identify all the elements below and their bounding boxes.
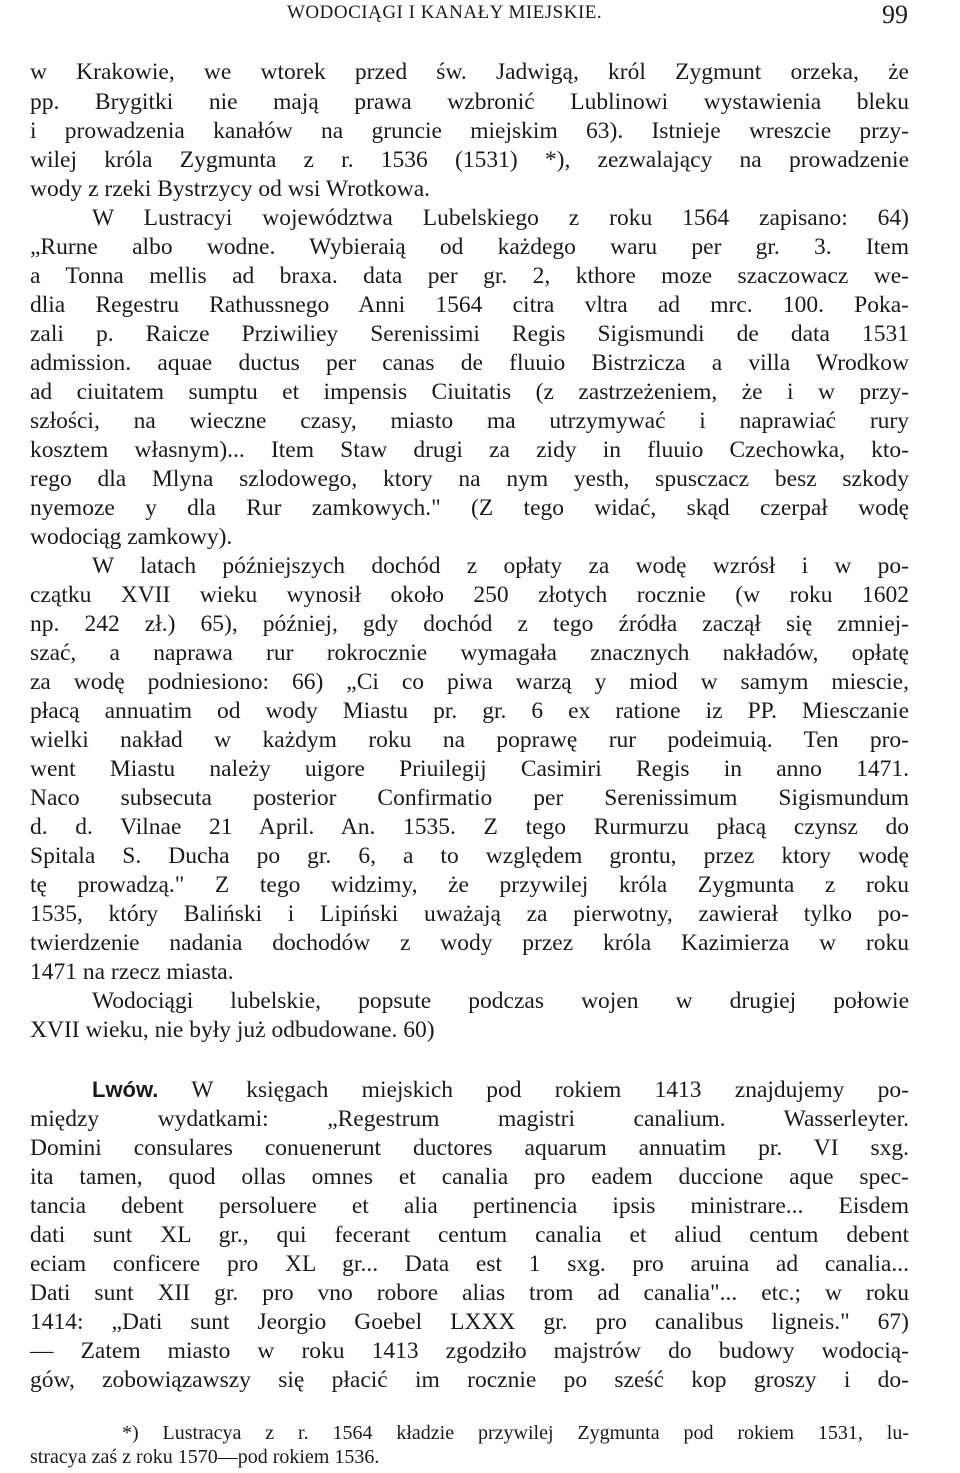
text-line: Dati sunt XII gr. pro vno robore alias trom ad canalia"... etc.; w roku bbox=[30, 1280, 909, 1306]
text-line: ita tamen, quod ollas omnes et canalia pro eadem duccione aque spec- bbox=[30, 1164, 909, 1190]
text-line: szłości, na wieczne czasy, miasto ma utrzymywać i naprawiać rury bbox=[30, 408, 909, 434]
section-label-lwow: Lwów. bbox=[92, 1077, 159, 1102]
text-line: płacą annuatim od wody Miastu pr. gr. 6 ex ratione iz PP. Miesczanie bbox=[30, 698, 909, 724]
text-line: wodociąg zamkowy). bbox=[30, 524, 233, 550]
text-span: W księgach miejskich pod rokiem 1413 znajdujemy po- bbox=[191, 1077, 909, 1103]
text-line: zali p. Raicze Prziwiliey Serenissimi Regis Sigismundi de data 1531 bbox=[30, 321, 909, 347]
text-line: 1414: „Dati sunt Jeorgio Goebel LXXX gr. pro canalibus ligneis." 67) bbox=[30, 1309, 909, 1335]
text-line: W latach późniejszych dochód z opłaty za wodę wzrósł i w po- bbox=[92, 553, 909, 579]
text-line: np. 242 zł.) 65), później, gdy dochód z tego źródła zaczął się zmniej- bbox=[30, 611, 909, 637]
text-line: Domini consulares conuenerunt ductores aquarum annuatim pr. VI sxg. bbox=[30, 1135, 909, 1161]
text-line: admission. aquae ductus per canas de fluuio Bistrzicza a villa Wrodkow bbox=[30, 350, 909, 376]
text-line: Wodociągi lubelskie, popsute podczas wojen w drugiej połowie bbox=[92, 988, 909, 1014]
text-line: między wydatkami: „Regestrum magistri canalium. Wasserleyter. bbox=[30, 1106, 909, 1132]
text-line: twierdzenie nadania dochodów z wody przez króla Kazimierza w roku bbox=[30, 930, 909, 956]
text-line: Spitala S. Ducha po gr. 6, a to względem grontu, przez ktory wodę bbox=[30, 843, 909, 869]
text-line: i prowadzenia kanałów na gruncie miejskim 63). Istnieje wreszcie przy- bbox=[30, 118, 909, 144]
text-line: W Lustracyi województwa Lubelskiego z roku 1564 zapisano: 64) bbox=[92, 205, 909, 231]
page-number: 99 bbox=[882, 0, 908, 29]
text-line: rego dla Mlyna szlodowego, ktory na nym yesth, spusczacz besz szkody bbox=[30, 466, 909, 492]
text-line: wilej króla Zygmunta z r. 1536 (1531) *), zezwalający na prowadzenie bbox=[30, 147, 909, 173]
text-line: went Miastu należy uigore Priuilegij Casimiri Regis in anno 1471. bbox=[30, 756, 909, 782]
running-title: WODOCIĄGI I KANAŁY MIEJSKIE. bbox=[287, 2, 603, 23]
text-line: czątku XVII wieku wynosił około 250 złotych rocznie (w roku 1602 bbox=[30, 582, 909, 608]
text-line: wody z rzeki Bystrzycy od wsi Wrotkowa. bbox=[30, 176, 430, 202]
text-line: d. d. Vilnae 21 April. An. 1535. Z tego Rurmurzu płacą czynsz do bbox=[30, 814, 909, 840]
text-line: „Rurne albo wodne. Wybieraią od każdego waru per gr. 3. Item bbox=[30, 234, 909, 260]
text-line: ad ciuitatem sumptu et impensis Ciuitatis (z zastrzeżeniem, że i w przy- bbox=[30, 379, 909, 405]
text-line: dlia Regestru Rathussnego Anni 1564 citra vltra ad mrc. 100. Poka- bbox=[30, 292, 909, 318]
text-line: eciam conficere pro XL gr... Data est 1 sxg. pro aruina ad canalia... bbox=[30, 1251, 909, 1277]
text-line: szać, a naprawa rur rokrocznie wymagała znacznych nakładów, opłatę bbox=[30, 640, 909, 666]
text-line: 1471 na rzecz miasta. bbox=[30, 959, 234, 985]
text-line: za wodę podniesiono: 66) „Ci co piwa warzą y miod w samym miescie, bbox=[30, 669, 909, 695]
text-line: Naco subsecuta posterior Confirmatio per Serenissimum Sigismundum bbox=[30, 785, 909, 811]
text-line: tancia debent persoluere et alia pertinencia ipsis ministrare... Eisdem bbox=[30, 1193, 909, 1219]
text-line: a Tonna mellis ad braxa. data per gr. 2, kthore moze szaczowacz we- bbox=[30, 263, 909, 289]
lwow-section-first-line bbox=[92, 1075, 909, 1105]
text-line: w Krakowie, we wtorek przed św. Jadwigą, król Zygmunt orzeka, że bbox=[30, 59, 909, 85]
text-line: wielki nakład w każdym roku na poprawę rur podeimuią. Ten pro- bbox=[30, 727, 909, 753]
text-line: tę prowadzą." Z tego widzimy, że przywilej króla Zygmunta z roku bbox=[30, 872, 909, 898]
text-line: dati sunt XL gr., qui fecerant centum canalia et aliud centum debent bbox=[30, 1222, 909, 1248]
text-line: gów, zobowiązawszy się płacić im rocznie po sześć kop groszy i do- bbox=[30, 1367, 909, 1393]
text-line: nyemoze y dla Rur zamkowych." (Z tego widać, skąd czerpał wodę bbox=[30, 495, 909, 521]
text-line: 1535, który Baliński i Lipiński uważają za pierwotny, zawierał tylko po- bbox=[30, 901, 909, 927]
text-line: pp. Brygitki nie mają prawa wzbronić Lublinowi wystawienia bleku bbox=[30, 89, 909, 115]
text-line: kosztem własnym)... Item Staw drugi za zidy in fluuio Czechowka, kto- bbox=[30, 437, 909, 463]
footnote-line: stracya zaś z roku 1570—pod rokiem 1536. bbox=[30, 1446, 380, 1468]
footnote-line: *) Lustracya z r. 1564 kładzie przywilej Zygmunta pod rokiem 1531, lu- bbox=[122, 1422, 909, 1444]
text-line: — Zatem miasto w roku 1413 zgodziło majstrów do budowy wodocią- bbox=[30, 1338, 909, 1364]
text-line: XVII wieku, nie były już odbudowane. 60) bbox=[30, 1017, 435, 1043]
